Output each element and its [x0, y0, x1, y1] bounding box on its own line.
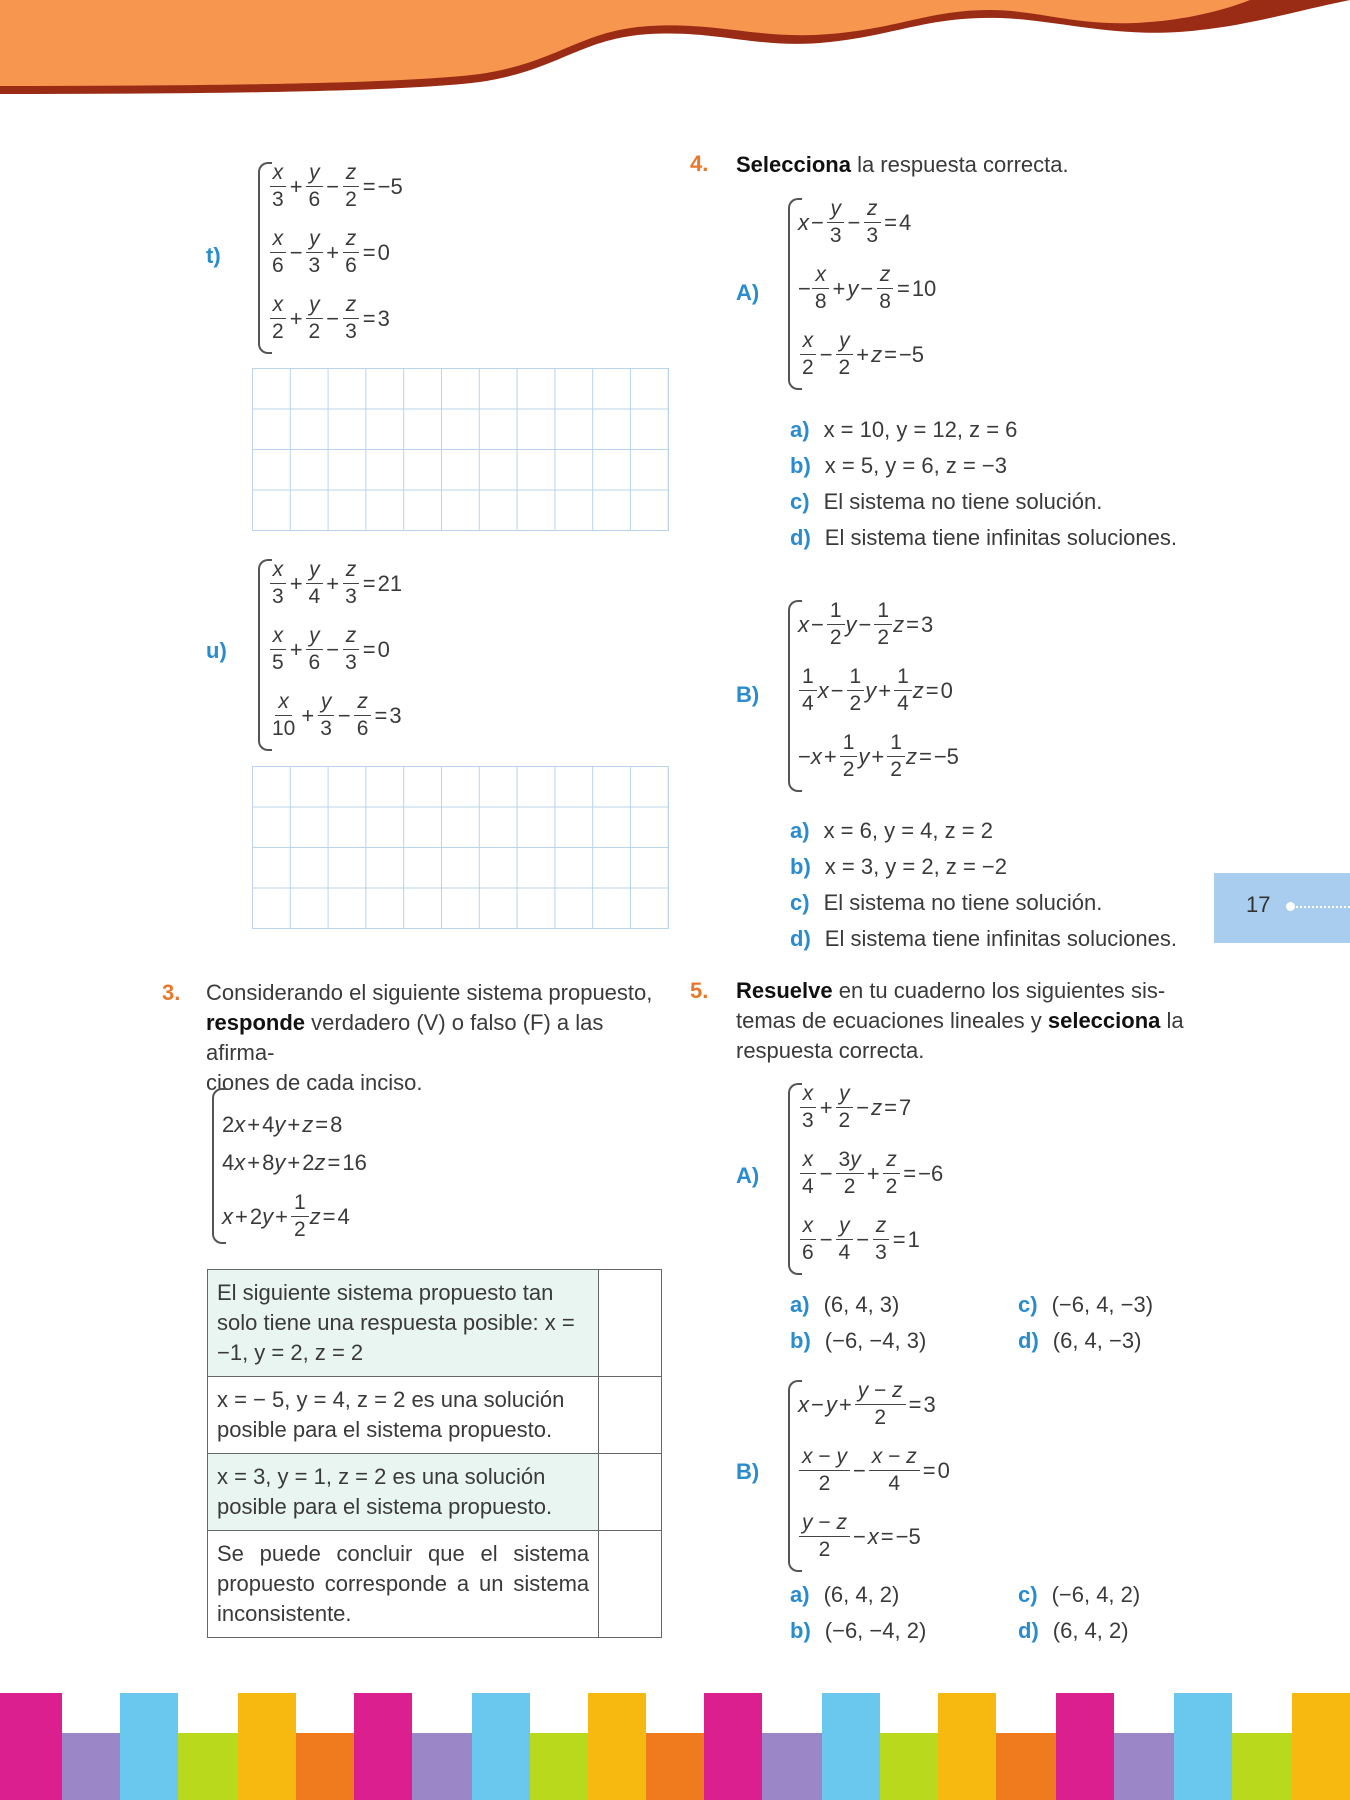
option-text: El sistema tiene infinitas soluciones.	[824, 525, 1177, 550]
equation: x 10 + $\frac{y}{3}$ − $\frac{z}{6}$ = 3	[272, 690, 402, 740]
option-letter: d)	[1018, 1328, 1039, 1353]
answer-cell[interactable]	[599, 1454, 662, 1531]
option-4b-b[interactable]	[790, 854, 1007, 880]
table-row	[208, 1454, 662, 1531]
option-letter: d)	[1018, 1618, 1039, 1643]
equation: x 3 + $\frac{y}{2}$ − z = 7	[798, 1081, 911, 1134]
option-text: (6, 4, 2)	[823, 1582, 900, 1607]
option-text: (−6, −4, 2)	[824, 1618, 927, 1643]
exercise-4-instruction	[736, 150, 1069, 180]
option-letter: c)	[790, 890, 810, 915]
option-5a-d[interactable]	[1018, 1328, 1141, 1354]
instruction-rest: temas de ecuaciones lineales y	[736, 1008, 1048, 1033]
page-number-tab	[1214, 873, 1350, 943]
system-u	[258, 557, 418, 753]
table-row	[208, 1270, 662, 1377]
statement-cell: x = 3, y = 1, z = 2 es una solución posible para el sistema propuesto.	[208, 1454, 599, 1531]
answer-grid-t[interactable]	[252, 368, 669, 531]
option-letter: c)	[1018, 1292, 1038, 1317]
option-5a-a[interactable]	[790, 1292, 899, 1318]
option-text: x = 3, y = 2, z = −2	[824, 854, 1007, 879]
system-5b-label: B)	[736, 1459, 760, 1484]
equation: x 3 + $\frac{y}{4}$ + $\frac{z}{3}$ = 21	[268, 557, 402, 610]
option-text: x = 6, y = 4, z = 2	[823, 818, 993, 843]
option-letter: b)	[790, 1328, 811, 1353]
equation: x − y 2 − $\frac{x - z}{4}$ = 0	[798, 1444, 950, 1497]
system-5b	[788, 1378, 988, 1574]
system-5a-label: A)	[736, 1163, 760, 1188]
system-5a	[788, 1081, 988, 1277]
statement-cell: x = − 5, y = 4, z = 2 es una solución posible para el sistema propuesto.	[208, 1377, 599, 1454]
option-text: (6, 4, 2)	[1052, 1618, 1129, 1643]
option-5b-c[interactable]	[1018, 1582, 1140, 1608]
equation: 2 x + 4 y + z = 8	[222, 1112, 343, 1137]
option-5b-d[interactable]	[1018, 1618, 1129, 1644]
table-row	[208, 1377, 662, 1454]
instruction-rest: la respuesta correcta.	[850, 152, 1069, 177]
option-letter: a)	[790, 1582, 810, 1607]
equation: x − y + $\frac{y - z}{2}$ = 3	[798, 1379, 936, 1429]
equation: x − $\frac{1}{2}$ y − $\frac{1}{2}$ z = 3	[798, 599, 934, 649]
option-text: (−6, 4, 2)	[1051, 1582, 1141, 1607]
footer-stripes	[0, 1693, 1350, 1800]
option-text: (−6, −4, 3)	[824, 1328, 927, 1353]
equation: − x 8 + y − $\frac{z}{8}$ = 10	[798, 263, 937, 313]
option-letter: b)	[790, 1618, 811, 1643]
system-4b	[788, 598, 988, 794]
equation: x 3 + $\frac{y}{6}$ − $\frac{z}{2}$ = −5	[268, 160, 403, 213]
equation: 1 4 x − $\frac{1}{2}$ y + $\frac{1}{4}$ z = 0	[798, 664, 953, 717]
instruction-line	[206, 1008, 668, 1068]
option-text: El sistema tiene infinitas soluciones.	[824, 926, 1177, 951]
system-ex3	[212, 1086, 412, 1246]
system-t-label: t)	[206, 243, 221, 268]
option-4b-d[interactable]	[790, 926, 1177, 952]
option-letter: d)	[790, 926, 811, 951]
system-4b-label: B)	[736, 682, 760, 707]
statement-cell: El siguiente sistema propuesto tan solo tiene una respuesta posible: x = −1, y = 2, z = 2	[208, 1270, 599, 1377]
system-4a	[788, 196, 968, 392]
option-letter: c)	[1018, 1582, 1038, 1607]
equation: − x + $\frac{1}{2}$ y + $\frac{1}{2}$ z = −5	[798, 731, 959, 781]
instruction-rest: la	[1160, 1008, 1184, 1033]
equation: x 6 − $\frac{y}{3}$ + $\frac{z}{6}$ = 0	[268, 226, 390, 279]
answer-grid-u[interactable]	[252, 766, 669, 929]
system-t	[258, 160, 418, 356]
header-wave	[0, 0, 1350, 100]
option-4a-a[interactable]	[790, 417, 1017, 443]
option-letter: b)	[790, 854, 811, 879]
table-row	[208, 1531, 662, 1638]
option-4a-d[interactable]	[790, 525, 1177, 551]
instruction-rest: verdadero (V) o falso (F) a las afirma-	[206, 1010, 604, 1065]
option-4a-c[interactable]	[790, 489, 1102, 515]
equation: x − $\frac{y}{3}$ − $\frac{z}{3}$ = 4	[798, 197, 912, 247]
instruction-bold: Selecciona	[736, 152, 851, 177]
option-4b-c[interactable]	[790, 890, 1102, 916]
instruction-bold: Resuelve	[736, 978, 833, 1003]
option-text: (6, 4, −3)	[1052, 1328, 1142, 1353]
equation: x 5 + $\frac{y}{6}$ − $\frac{z}{3}$ = 0	[268, 623, 390, 676]
option-letter: b)	[790, 453, 811, 478]
equation: x 2 + $\frac{y}{2}$ − $\frac{z}{3}$ = 3	[268, 292, 390, 345]
option-4a-b[interactable]	[790, 453, 1007, 479]
instruction-line	[736, 1006, 1196, 1036]
option-text: (−6, 4, −3)	[1051, 1292, 1154, 1317]
statement-cell: Se puede concluir que el sistema propuesto corresponde a un sistema inconsistente.	[208, 1531, 599, 1638]
option-text: El sistema no tiene solución.	[823, 890, 1103, 915]
option-4b-a[interactable]	[790, 818, 993, 844]
exercise-4-number: 4.	[690, 151, 709, 176]
exercise-5-number: 5.	[690, 978, 709, 1003]
answer-cell[interactable]	[599, 1377, 662, 1454]
instruction-bold: selecciona	[1047, 1008, 1161, 1033]
exercise-5-instruction	[736, 976, 1196, 1066]
equation: x 2 − $\frac{y}{2}$ + z = −5	[798, 328, 924, 381]
option-text: x = 5, y = 6, z = −3	[824, 453, 1007, 478]
option-5b-a[interactable]	[790, 1582, 899, 1608]
true-false-table	[207, 1269, 662, 1638]
exercise-3-number: 3.	[162, 980, 181, 1005]
option-letter: a)	[790, 1292, 810, 1317]
equation: 4 x + 8 y + 2 z = 16	[222, 1150, 367, 1175]
system-4a-label: A)	[736, 280, 760, 305]
equation: x + 2 y + $\frac{1}{2}$ z = 4	[222, 1191, 350, 1241]
option-letter: a)	[790, 818, 810, 843]
equation: y − z 2 − x = −5	[798, 1510, 921, 1563]
option-letter: d)	[790, 525, 811, 550]
option-5a-b[interactable]	[790, 1328, 926, 1354]
option-text: El sistema no tiene solución.	[823, 489, 1103, 514]
instruction-line: ciones de cada inciso.	[206, 1070, 423, 1095]
equation: x 4 − $\frac{3y}{2}$ + $\frac{z}{2}$ = −6	[798, 1147, 943, 1200]
instruction-rest: en tu cuaderno los siguientes sis-	[832, 978, 1166, 1003]
answer-cell[interactable]	[599, 1270, 662, 1377]
page-number: 17	[1246, 892, 1271, 917]
system-u-label: u)	[206, 638, 227, 663]
tab-dotted-line	[1288, 906, 1350, 908]
answer-cell[interactable]	[599, 1531, 662, 1638]
option-text: (6, 4, 3)	[823, 1292, 900, 1317]
equation: x 6 − $\frac{y}{4}$ − $\frac{z}{3}$ = 1	[798, 1213, 920, 1266]
option-letter: a)	[790, 417, 810, 442]
option-text: x = 10, y = 12, z = 6	[823, 417, 1018, 442]
exercise-3-instruction	[206, 978, 668, 1098]
instruction-line	[736, 976, 1196, 1006]
option-5a-c[interactable]	[1018, 1292, 1153, 1318]
option-5b-b[interactable]	[790, 1618, 926, 1644]
instruction-line: respuesta correcta.	[736, 1038, 925, 1063]
option-letter: c)	[790, 489, 810, 514]
instruction-line: Considerando el siguiente sistema propuesto,	[206, 980, 653, 1005]
instruction-bold: responde	[206, 1010, 306, 1035]
